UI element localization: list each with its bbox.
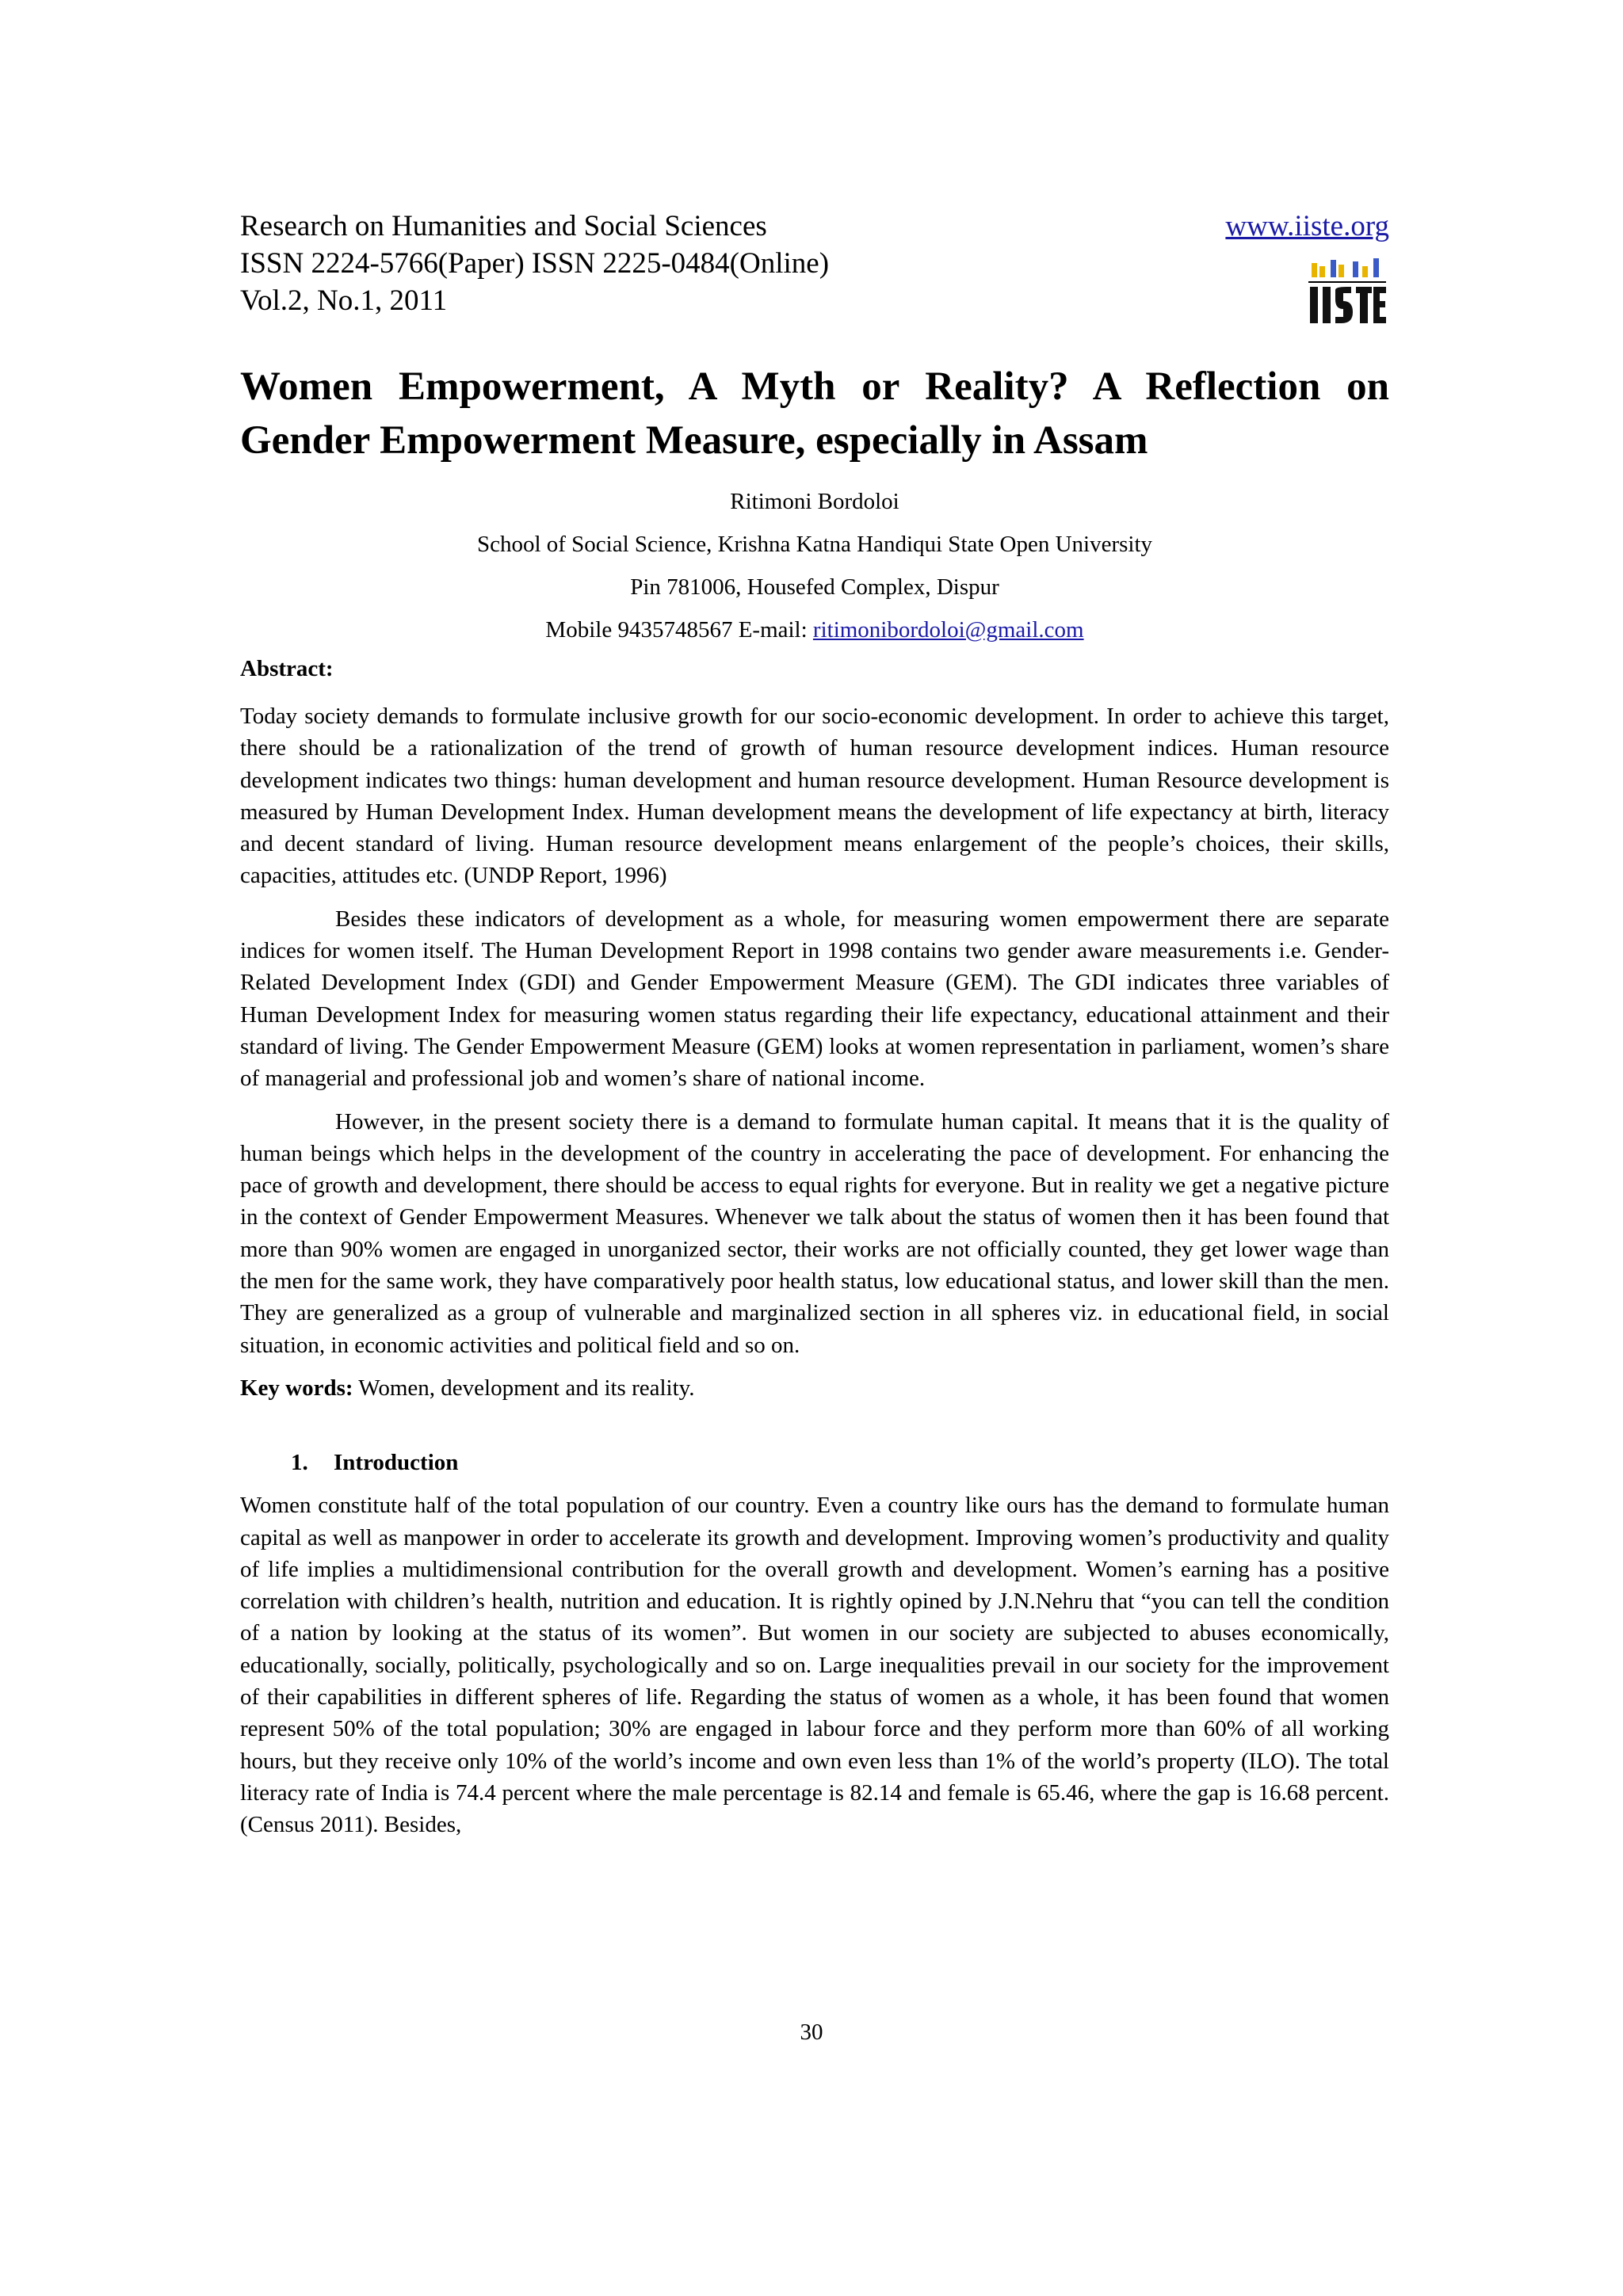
- author-contact: [240, 608, 1389, 651]
- contact-prefix: Mobile 9435748567 E-mail:: [545, 617, 813, 643]
- email-link[interactable]: ritimonibordoloi@gmail.com: [812, 617, 1084, 643]
- author-name: Ritimoni Bordoloi: [730, 489, 899, 514]
- iiste-logo-icon: [1307, 257, 1389, 328]
- section-number: 1.: [291, 1450, 308, 1476]
- journal-volume: Vol.2, No.1, 2011: [240, 284, 448, 317]
- abstract-label: Abstract:: [240, 656, 334, 681]
- journal-info: [240, 208, 1389, 319]
- paper-title: [240, 360, 1389, 467]
- keywords-text: Women, development and its reality.: [353, 1375, 695, 1401]
- section-heading-introduction: [240, 1447, 1389, 1478]
- title-line-2: Gender Empowerment Measure, especially in Assam: [240, 418, 1148, 463]
- journal-issn: ISSN 2224-5766(Paper) ISSN 2225-0484(Online): [240, 247, 830, 280]
- page-number: 30: [800, 2019, 823, 2045]
- paper-page: [240, 208, 1389, 1841]
- abstract-paragraph-2: Besides these indicators of development as a whole, for measuring women empowerment there are separate indices for women itself. The Human Development Report in 1998 contains two gender aware measurements i.e. Gender-Related Development Index (GDI) and Gender Empowerment Measure (GEM). The GDI indicates three variables of Human Development Index for measuring women status regarding their life expectancy, educational attainment and their standard of living. The Gender Empowerment Measure (GEM) looks at women representation in parliament, women’s share of managerial and professional job and women’s share of national income.: [240, 906, 1389, 1092]
- abstract-paragraph-3: However, in the present society there is a demand to formulate human capital. It means that it is the quality of human beings which helps in the development of the country in accelerating the pace of development. For enhancing the pace of growth and development, there should be access to equal rights for everyone. But in reality we get a negative picture in the context of Gender Empowerment Measures. Whenever we talk about the status of women then it has been found that more than 90% women are engaged in unorganized sector, their works are not officially counted, they get lower wage than the men for the same work, they have comparatively poor health status, low educational status, and lower skill than the men. They are generalized as a group of vulnerable and marginalized section in all spheres viz. in educational field, in social situation, in economic activities and political field and so on.: [240, 1108, 1389, 1358]
- author-address: Pin 781006, Housefed Complex, Dispur: [630, 574, 999, 600]
- keywords-label: Key words:: [240, 1375, 353, 1401]
- abstract-paragraph-1: Today society demands to formulate inclusive growth for our socio-economic development. In order to achieve this target, there should be a rationalization of the trend of growth of human resource development indices. Human resource development indicates two things: human development and human resource development. Human Resource development is measured by Human Development Index. Human development means the development of life expectancy at birth, literacy and decent standard of living. Human resource development means enlargement of the people’s choices, their skills, capacities, attitudes etc. (UNDP Report, 1996): [240, 704, 1389, 889]
- journal-header: [240, 208, 1389, 326]
- title-line-1: Women Empowerment, A Myth or Reality? A Reflection on: [240, 364, 1389, 409]
- section-title: Introduction: [334, 1450, 459, 1476]
- journal-name: Research on Humanities and Social Sciences: [240, 210, 767, 242]
- introduction-paragraph-1: Women constitute half of the total population of our country. Even a country like ours has the demand to formulate human capital as well as manpower in order to accelerate its growth and development. Improving women’s productivity and quality of life implies a multidimensional contribution for the overall growth and development. Women’s earning has a positive correlation with children’s health, nutrition and education. It is rightly opined by J.N.Nehru that “you can tell the condition of a nation by looking at the status of its women”. But women in our society are subjected to abuses economically, educationally, socially, politically, psychologically and so on. Large inequalities prevail in our society for the improvement of their capabilities in different spheres of life. Regarding the status of women as a whole, it has been found that women represent 50% of the total population; 30% are engaged in labour force and they perform more than 60% of all working hours, but they receive only 10% of the world’s income and own even less than 1% of the world’s property (ILO). The total literacy rate of India is 74.4 percent where the male percentage is 82.14 and female is 65.46, where the gap is 16.68 percent. (Census 2011). Besides,: [240, 1493, 1389, 1838]
- website-link[interactable]: www.iiste.org: [1225, 210, 1389, 242]
- author-block: [240, 480, 1389, 651]
- keywords: [240, 1372, 1389, 1404]
- author-affiliation: School of Social Science, Krishna Katna Handiqui State Open University: [476, 532, 1153, 557]
